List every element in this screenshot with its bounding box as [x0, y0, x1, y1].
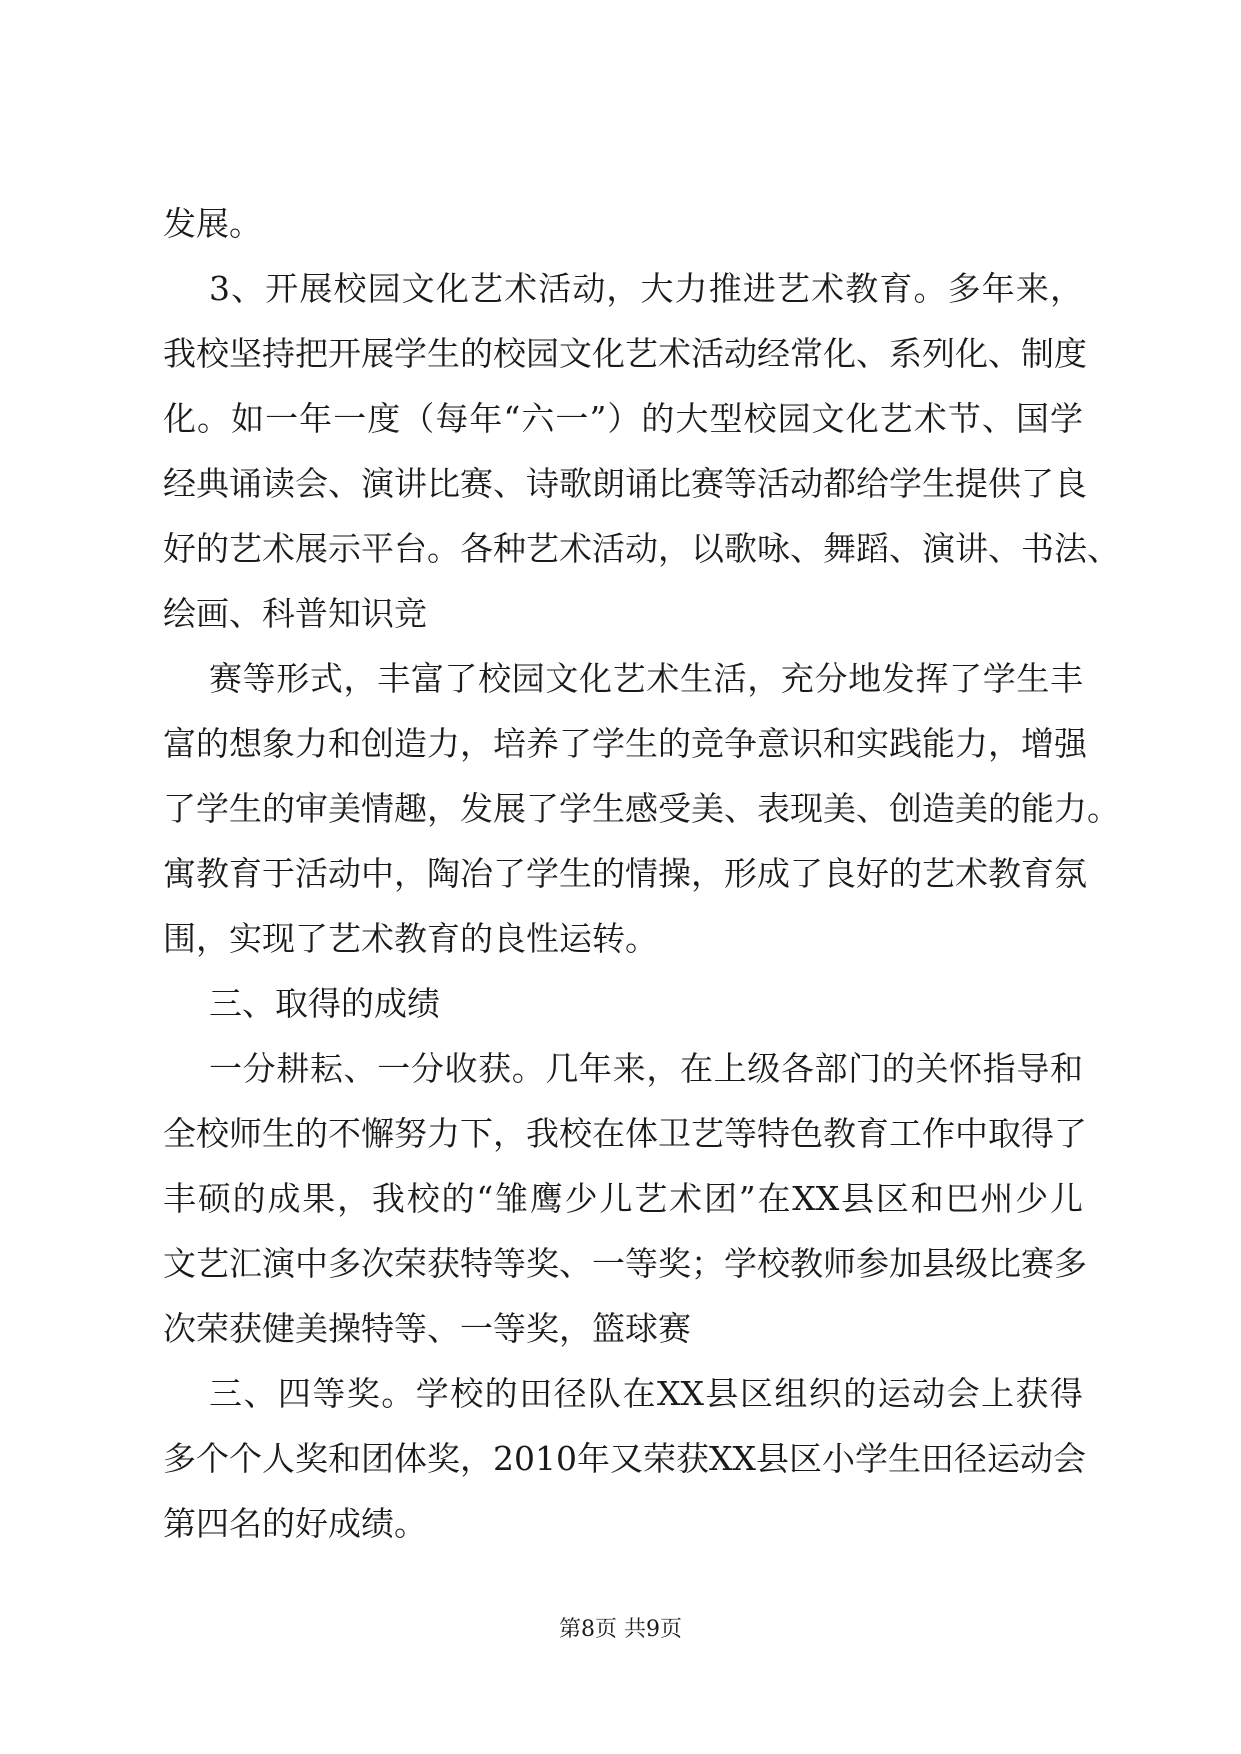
text-line: 发展。	[163, 204, 262, 243]
text-line: 多个个人奖和团体奖，2010年又荣获XX县区小学生田径运动会	[163, 1439, 1086, 1478]
text-line: 绘画、科普知识竞	[163, 594, 427, 633]
text-line: 了学生的审美情趣，发展了学生感受美、表现美、创造美的能力。	[163, 789, 1120, 828]
text-line: 围，实现了艺术教育的良性运转。	[163, 919, 658, 958]
text-line: 寓教育于活动中，陶冶了学生的情操，形成了良好的艺术教育氛	[163, 854, 1087, 893]
text-line: 我校坚持把开展学生的校园文化艺术活动经常化、系列化、制度	[163, 334, 1087, 373]
text-line: 经典诵读会、演讲比赛、诗歌朗诵比赛等活动都给学生提供了良	[163, 464, 1087, 503]
text-line: 化。如一年一度（每年“六一”）的大型校园文化艺术节、国学	[163, 399, 1083, 438]
section-heading: 三、取得的成绩	[209, 984, 440, 1023]
text-line: 全校师生的不懈努力下，我校在体卫艺等特色教育工作中取得了	[163, 1114, 1087, 1153]
text-line: 富的想象力和创造力，培养了学生的竞争意识和实践能力，增强	[163, 724, 1087, 763]
paragraph-first-line: 三、四等奖。学校的田径队在XX县区组织的运动会上获得	[209, 1374, 1083, 1413]
page-number-footer: 第8页 共9页	[559, 1617, 682, 1642]
text-line: 好的艺术展示平台。各种艺术活动，以歌咏、舞蹈、演讲、书法、	[163, 529, 1120, 568]
paragraph-first-line: 一分耕耘、一分收获。几年来，在上级各部门的关怀指导和	[209, 1049, 1083, 1088]
text-line: 第四名的好成绩。	[163, 1504, 427, 1543]
text-line: 次荣获健美操特等、一等奖，篮球赛	[163, 1309, 691, 1348]
paragraph-first-line: 3、开展校园文化艺术活动，大力推进艺术教育。多年来，	[209, 269, 1083, 308]
paragraph-first-line: 赛等形式，丰富了校园文化艺术生活，充分地发挥了学生丰	[209, 659, 1083, 698]
text-line: 丰硕的成果，我校的“雏鹰少儿艺术团”在XX县区和巴州少儿	[163, 1179, 1083, 1218]
text-line: 文艺汇演中多次荣获特等奖、一等奖；学校教师参加县级比赛多	[163, 1244, 1087, 1283]
